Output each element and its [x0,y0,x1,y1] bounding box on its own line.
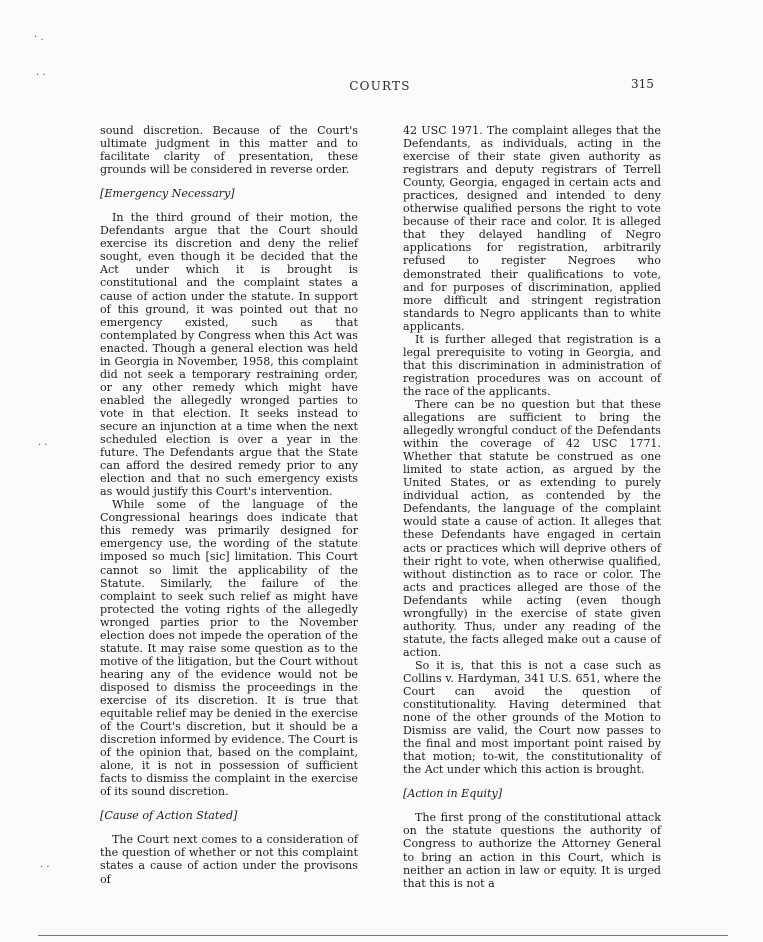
margin-speck: · · [40,862,50,873]
margin-speck: · . [34,32,44,43]
section-heading: [Action in Equity] [403,787,503,801]
margin-speck: · · [38,440,48,451]
paragraph: The first prong of the constitutional attack on the statute questions the authority of Congress to authorize the Attorney General to bring an action in this Court, which is neither an action in law or equity. It is urged that this is not a [403,811,661,890]
section-heading: [Emergency Necessary] [100,187,235,201]
bottom-rule [38,935,728,936]
paragraph: There can be no question but that these allegations are sufficient to bring the allegedly wrongful conduct of the Defendants within the coverage of 42 USC 1771. Whether that statute be construed as one limited to state action, as argued by the United States, or as extending to purely individual action, as contended by the Defendants, the language of the complaint would state a cause of action. It alleges that these Defendants have engaged in certain acts or practices which will deprive others of their right to vote, when otherwise qualified, without distinction as to race or color. The acts and practices alleged are those of the Defendants while acting (even though wrongfully) in the exercise of state given authority. Thus, under any reading of the statute, the facts alleged make out a cause of action. [403,397,661,659]
running-head: COURTS [349,79,411,93]
paragraph: So it is, that this is not a case such as Collins v. Hardyman, 341 U.S. 651, where the Court can avoid the question of constitutionality. Having determined that none of the other grounds of the Motion to Dismiss are valid, the Court now passes to the final and most important point raised by that motion; to-wit, the constitutionality of the Act under which this action is brought. [403,658,661,777]
paragraph: In the third ground of their motion, the Defendants argue that the Court should exercise its discretion and deny the relief sought, even though it be decided that the Act under which it is brought is constitutional and the complaint states a cause of action under the statute. In support of this ground, it was pointed out that no emergency existed, such as that contemplated by Congress when this Act was enacted. Though a general election was held in Georgia in November, 1958, this complaint did not seek a temporary restraining order, or any other remedy which might have enabled the allegedly wronged parties to vote in that election. It seeks instead to secure an injunction at a time when the next scheduled election is over a year in the future. The Defendants argue that the State can afford the desired remedy prior to any election and that no such emergency exists as would justify this Court's intervention. [100,211,358,499]
margin-speck: · · [36,70,46,81]
paragraph: The Court next comes to a consideration of the question of whether or not this complaint states a cause of action under the provisons of [100,833,358,886]
right-column [403,124,661,890]
page-number: 315 [631,77,654,91]
paragraph: sound discretion. Because of the Court's ultimate judgment in this matter and to facilitate clarity of presentation, these grounds will be considered in reverse order. [100,124,358,177]
section-heading: [Cause of Action Stated] [100,809,238,823]
paragraph: 42 USC 1971. The complaint alleges that the Defendants, as individuals, acting in the exercise of their state given authority as registrars and deputy registrars of Terrell County, Georgia, engaged in certain acts and practices, designed and intended to deny otherwise qualified persons the right to vote because of their race and color. It is alleged that they delayed handling of Negro applications for registration, arbitrarily refused to register Negroes who demonstrated their qualifications to vote, and for purposes of discrimination, applied more difficult and stringent registration standards to Negro applicants than to white applicants. [403,124,661,333]
left-column [100,124,358,886]
paragraph: While some of the language of the Congressional hearings does indicate that this remedy was primarily designed for emergency use, the wording of the statute imposed so much [sic] limitation. This Court cannot so limit the applicability of the Statute. Similarly, the failure of the complaint to seek such relief as might have protected the voting rights of the allegedly wronged parties prior to the November election does not impede the operation of the statute. It may raise some question as to the motive of the litigation, but the Court without hearing any of the evidence would not be disposed to dismiss the proceedings in the exercise of its discretion. It is true that equitable relief may be denied in the exercise of the Court's discretion, but it should be a discretion informed by evidence. The Court is of the opinion that, based on the complaint, alone, it is not in possession of sufficient facts to dismiss the complaint in the exercise of its sound discretion. [100,498,358,799]
paragraph: It is further alleged that registration is a legal prerequisite to voting in Georgia, and that this discrimination in administration of registration procedures was on account of the race of the applicants. [403,332,661,398]
